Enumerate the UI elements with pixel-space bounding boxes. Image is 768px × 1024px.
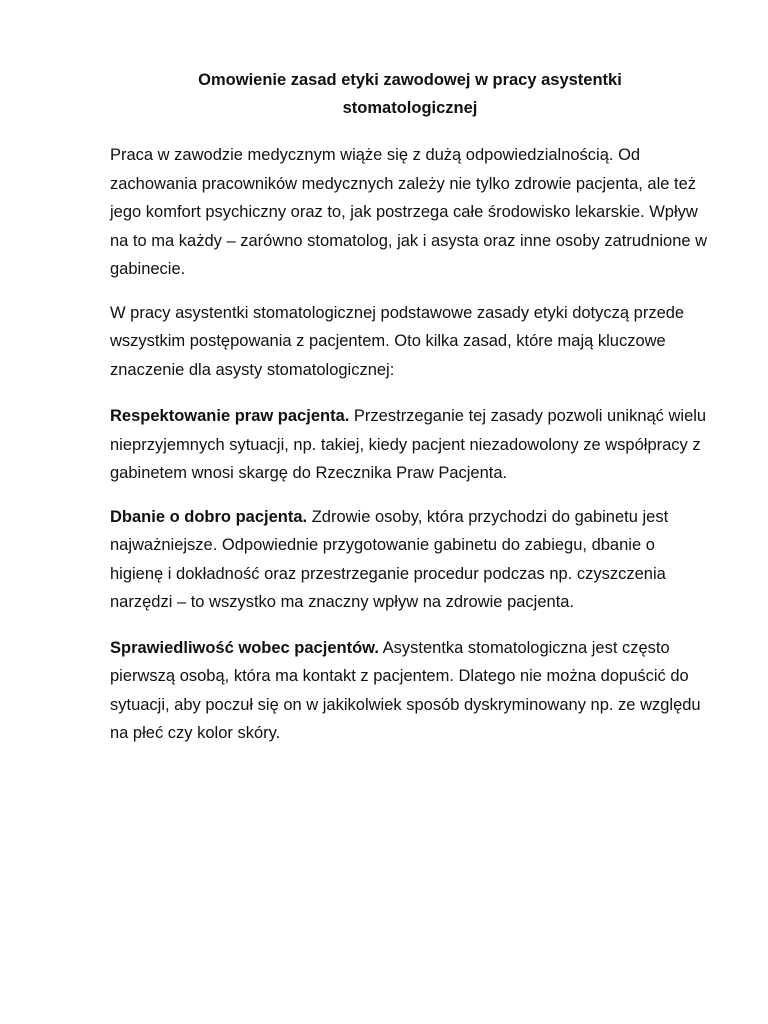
- paragraph-text: W pracy asystentki stomatologicznej podstawowe zasady etyki dotyczą przede wszystkim postępowania z pacjentem. Oto kilka zasad, które mają kluczowe znaczenie dla asysty stomatologicznej:: [110, 303, 685, 379]
- paragraph-text: Zdrowie osoby, która przychodzi do gabinetu jest najważniejsze. Odpowiednie przygotowanie gabinetu do zabiegu, dbanie o higienę i dokładność oraz przestrzeganie procedur podczas np. czyszczenia narzędzi – to wszystko ma znaczny wpływ na zdrowie pacjenta.: [110, 507, 669, 611]
- paragraph-fairness: [110, 634, 710, 748]
- paragraph-lead: Sprawiedliwość wobec pacjentów.: [110, 638, 379, 657]
- paragraph-text: Praca w zawodzie medycznym wiąże się z dużą odpowiedzialnością. Od zachowania pracowników medycznych zależy nie tylko zdrowie pacjenta, ale też jego komfort psychiczny oraz to, jak postrzega całe środowisko lekarskie. Wpływ na to ma każdy – zarówno stomatolog, jak i asysta oraz inne osoby zatrudnione w gabinecie.: [110, 146, 708, 278]
- title-line-2: stomatologicznej: [342, 99, 478, 117]
- document-title: [150, 66, 670, 122]
- paragraph-intro: [110, 141, 710, 284]
- title-line-1: Omowienie zasad etyki zawodowej w pracy asystentki: [198, 71, 622, 89]
- paragraph-patient-wellbeing: [110, 503, 710, 617]
- paragraph-lead: Dbanie o dobro pacjenta.: [110, 507, 308, 526]
- paragraph-lead: Respektowanie praw pacjenta.: [110, 407, 350, 425]
- paragraph-text: Asystentka stomatologiczna jest często pierwszą osobą, która ma kontakt z pacjentem. Dlatego nie można dopuścić do sytuacji, aby poczuł się on w jakikolwiek sposób dyskryminowany np. ze względu na płeć czy kolor skóry.: [110, 638, 701, 742]
- paragraph-text: Przestrzeganie tej zasady pozwoli uniknąć wielu nieprzyjemnych sytuacji, np. takiej, kiedy pacjent niezadowolony ze współpracy z gabinetem wnosi skargę do Rzecznika Praw Pacjenta.: [110, 407, 707, 482]
- document-body: [110, 141, 710, 765]
- paragraph-principles-intro: [110, 299, 710, 385]
- paragraph-patient-rights: [110, 402, 710, 488]
